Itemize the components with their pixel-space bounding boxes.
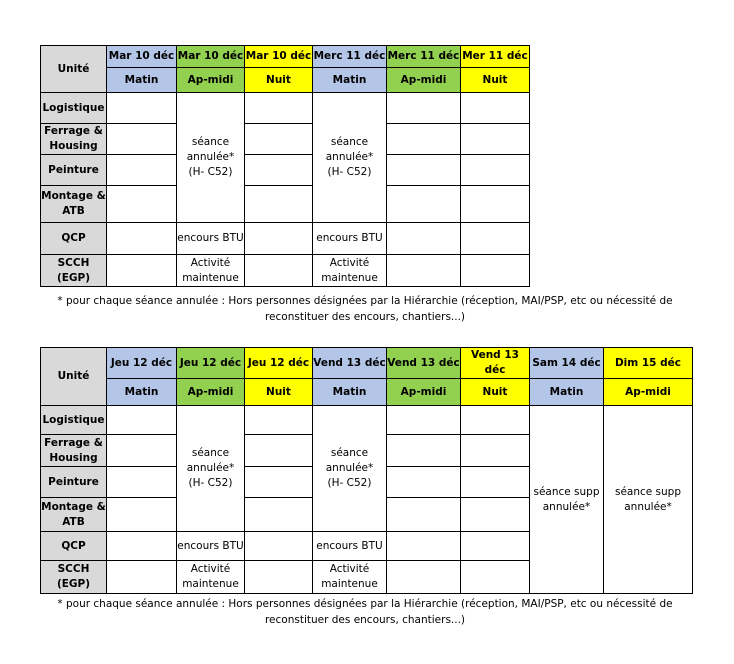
empty-cell: [461, 93, 530, 124]
row-label-peinture: Peinture: [41, 467, 107, 498]
empty-cell: [387, 435, 461, 467]
empty-cell: [107, 124, 177, 155]
shift-header: Matin: [107, 68, 177, 93]
empty-cell: [387, 561, 461, 594]
empty-cell: [107, 186, 177, 223]
shift-header: Matin: [313, 68, 387, 93]
empty-cell: [107, 435, 177, 467]
encours-cell: encours BTU: [177, 532, 245, 561]
empty-cell: [245, 155, 313, 186]
empty-cell: [107, 255, 177, 287]
empty-cell: [387, 223, 461, 255]
empty-cell: [245, 406, 313, 435]
empty-cell: [461, 435, 530, 467]
unit-header: Unité: [41, 348, 107, 406]
shift-header: Ap-midi: [387, 379, 461, 406]
empty-cell: [461, 532, 530, 561]
shift-header: Ap-midi: [387, 68, 461, 93]
unit-header: Unité: [41, 46, 107, 93]
empty-cell: [245, 255, 313, 287]
cancelled-session-cell: séance annulée* (H- C52): [177, 93, 245, 223]
supp-cancelled-cell: séance supp annulée*: [530, 406, 604, 594]
row-label-scch: SCCH (EGP): [41, 561, 107, 594]
empty-cell: [107, 498, 177, 532]
activity-maintained-cell: Activité maintenue: [177, 561, 245, 594]
empty-cell: [245, 186, 313, 223]
cancelled-session-cell: séance annulée* (H- C52): [313, 93, 387, 223]
cancelled-session-cell: séance annulée* (H- C52): [313, 406, 387, 532]
schedule-table-1: [40, 45, 530, 287]
empty-cell: [461, 498, 530, 532]
row-label-ferrage: Ferrage & Housing: [41, 124, 107, 155]
row-label-scch: SCCH (EGP): [41, 255, 107, 287]
row-label-logistique: Logistique: [41, 93, 107, 124]
shift-header: Ap-midi: [604, 379, 693, 406]
day-header: Jeu 12 déc: [177, 348, 245, 379]
shift-header: Nuit: [461, 68, 530, 93]
day-header: Mar 10 déc: [177, 46, 245, 68]
empty-cell: [107, 93, 177, 124]
empty-cell: [387, 406, 461, 435]
empty-cell: [387, 124, 461, 155]
day-header: Mer 11 déc: [461, 46, 530, 68]
shift-header: Ap-midi: [177, 379, 245, 406]
day-header: Mar 10 déc: [245, 46, 313, 68]
empty-cell: [461, 155, 530, 186]
day-header: Vend 13 déc: [387, 348, 461, 379]
day-header: Jeu 12 déc: [107, 348, 177, 379]
encours-cell: encours BTU: [313, 532, 387, 561]
shift-header: Nuit: [245, 68, 313, 93]
cancelled-session-cell: séance annulée* (H- C52): [177, 406, 245, 532]
footnote-2: * pour chaque séance annulée : Hors personnes désignées par la Hiérarchie (réception, MAI/PSP, etc ou nécessité de reconstituer des encours, chantiers...): [57, 598, 673, 626]
row-label-peinture: Peinture: [41, 155, 107, 186]
empty-cell: [245, 93, 313, 124]
shift-header: Matin: [313, 379, 387, 406]
row-label-qcp: QCP: [41, 223, 107, 255]
row-label-montage: Montage & ATB: [41, 186, 107, 223]
encours-cell: encours BTU: [177, 223, 245, 255]
empty-cell: [245, 467, 313, 498]
empty-cell: [245, 532, 313, 561]
empty-cell: [245, 561, 313, 594]
activity-maintained-cell: Activité maintenue: [177, 255, 245, 287]
day-header: Merc 11 déc: [313, 46, 387, 68]
shift-header: Matin: [107, 379, 177, 406]
day-header: Vend 13 déc: [461, 348, 530, 379]
empty-cell: [107, 467, 177, 498]
activity-maintained-cell: Activité maintenue: [313, 561, 387, 594]
supp-cancelled-cell: séance supp annulée*: [604, 406, 693, 594]
row-label-montage: Montage & ATB: [41, 498, 107, 532]
empty-cell: [107, 155, 177, 186]
day-header: Merc 11 déc: [387, 46, 461, 68]
empty-cell: [245, 124, 313, 155]
empty-cell: [107, 532, 177, 561]
empty-cell: [461, 124, 530, 155]
empty-cell: [387, 498, 461, 532]
empty-cell: [387, 186, 461, 223]
empty-cell: [461, 406, 530, 435]
row-label-ferrage: Ferrage & Housing: [41, 435, 107, 467]
shift-header: Matin: [530, 379, 604, 406]
empty-cell: [245, 223, 313, 255]
activity-maintained-cell: Activité maintenue: [313, 255, 387, 287]
schedule-table-2: [40, 347, 693, 594]
empty-cell: [387, 532, 461, 561]
day-header: Mar 10 déc: [107, 46, 177, 68]
shift-header: Nuit: [461, 379, 530, 406]
day-header: Dim 15 déc: [604, 348, 693, 379]
empty-cell: [387, 155, 461, 186]
row-label-qcp: QCP: [41, 532, 107, 561]
empty-cell: [461, 255, 530, 287]
empty-cell: [107, 223, 177, 255]
empty-cell: [387, 467, 461, 498]
day-header: Vend 13 déc: [313, 348, 387, 379]
empty-cell: [461, 467, 530, 498]
empty-cell: [107, 561, 177, 594]
empty-cell: [461, 561, 530, 594]
shift-header: Ap-midi: [177, 68, 245, 93]
empty-cell: [387, 93, 461, 124]
empty-cell: [245, 498, 313, 532]
empty-cell: [461, 223, 530, 255]
row-label-logistique: Logistique: [41, 406, 107, 435]
shift-header: Nuit: [245, 379, 313, 406]
empty-cell: [387, 255, 461, 287]
day-header: Jeu 12 déc: [245, 348, 313, 379]
empty-cell: [107, 406, 177, 435]
day-header: Sam 14 déc: [530, 348, 604, 379]
empty-cell: [245, 435, 313, 467]
empty-cell: [461, 186, 530, 223]
footnote-1: * pour chaque séance annulée : Hors personnes désignées par la Hiérarchie (réception, MAI/PSP, etc ou nécessité de reconstituer des encours, chantiers...): [57, 295, 673, 323]
encours-cell: encours BTU: [313, 223, 387, 255]
